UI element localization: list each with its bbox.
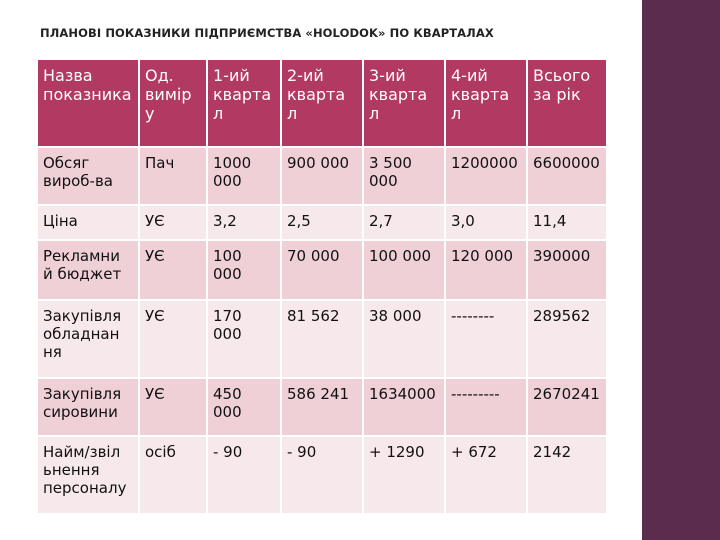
table-cell: 3 500 000 xyxy=(363,147,445,205)
table-cell: 6600000 xyxy=(527,147,607,205)
table-cell: 1000 000 xyxy=(207,147,281,205)
table-cell: УЄ xyxy=(139,300,207,378)
table-cell: 390000 xyxy=(527,240,607,300)
header-cell: 4-ий кварта л xyxy=(445,59,527,147)
side-panel xyxy=(639,0,720,540)
header-cell: Всього за рік xyxy=(527,59,607,147)
table-cell: - 90 xyxy=(207,436,281,514)
table-cell: УЄ xyxy=(139,378,207,436)
header-cell: Од. вимір у xyxy=(139,59,207,147)
table-cell: Найм/звіл ьнення персоналу xyxy=(37,436,139,514)
table-cell: 2,5 xyxy=(281,205,363,240)
table-cell: 3,0 xyxy=(445,205,527,240)
table-cell: 1634000 xyxy=(363,378,445,436)
table-cell: Рекламни й бюджет xyxy=(37,240,139,300)
table-cell: 3,2 xyxy=(207,205,281,240)
table-cell: + 1290 xyxy=(363,436,445,514)
table-cell: 120 000 xyxy=(445,240,527,300)
table-cell: -------- xyxy=(445,300,527,378)
table-cell: Закупівля обладнан ня xyxy=(37,300,139,378)
table-cell: 586 241 xyxy=(281,378,363,436)
table-cell: УЄ xyxy=(139,205,207,240)
table-row xyxy=(37,378,607,436)
table-cell: 2,7 xyxy=(363,205,445,240)
table-cell: Пач xyxy=(139,147,207,205)
table-row xyxy=(37,147,607,205)
table-header-row xyxy=(37,59,607,147)
header-cell: 1-ий кварта л xyxy=(207,59,281,147)
table-cell: 450 000 xyxy=(207,378,281,436)
table-cell: 900 000 xyxy=(281,147,363,205)
table-cell: 2670241 xyxy=(527,378,607,436)
table-cell: --------- xyxy=(445,378,527,436)
table-cell: - 90 xyxy=(281,436,363,514)
table-cell: 100 000 xyxy=(207,240,281,300)
page-title: ПЛАНОВІ ПОКАЗНИКИ ПІДПРИЄМСТВА «HOLODOK» ПО КВАРТАЛАХ xyxy=(40,26,494,40)
table-cell: осіб xyxy=(139,436,207,514)
table-cell: 38 000 xyxy=(363,300,445,378)
table-cell: Обсяг вироб-ва xyxy=(37,147,139,205)
table-cell: 170 000 xyxy=(207,300,281,378)
table-cell: 70 000 xyxy=(281,240,363,300)
table-cell: + 672 xyxy=(445,436,527,514)
table-cell: УЄ xyxy=(139,240,207,300)
table-cell: 100 000 xyxy=(363,240,445,300)
header-cell: Назва показника xyxy=(37,59,139,147)
side-panel-stripe xyxy=(639,0,642,540)
table-cell: 289562 xyxy=(527,300,607,378)
indicators-table xyxy=(36,58,608,515)
table-cell: 81 562 xyxy=(281,300,363,378)
table-cell: 2142 xyxy=(527,436,607,514)
table-row xyxy=(37,205,607,240)
header-cell: 2-ий кварта л xyxy=(281,59,363,147)
table-cell: 1200000 xyxy=(445,147,527,205)
table-row xyxy=(37,300,607,378)
table-cell: Закупівля сировини xyxy=(37,378,139,436)
table-row xyxy=(37,240,607,300)
table-cell: Ціна xyxy=(37,205,139,240)
header-cell: 3-ий кварта л xyxy=(363,59,445,147)
table-cell: 11,4 xyxy=(527,205,607,240)
table-row xyxy=(37,436,607,514)
